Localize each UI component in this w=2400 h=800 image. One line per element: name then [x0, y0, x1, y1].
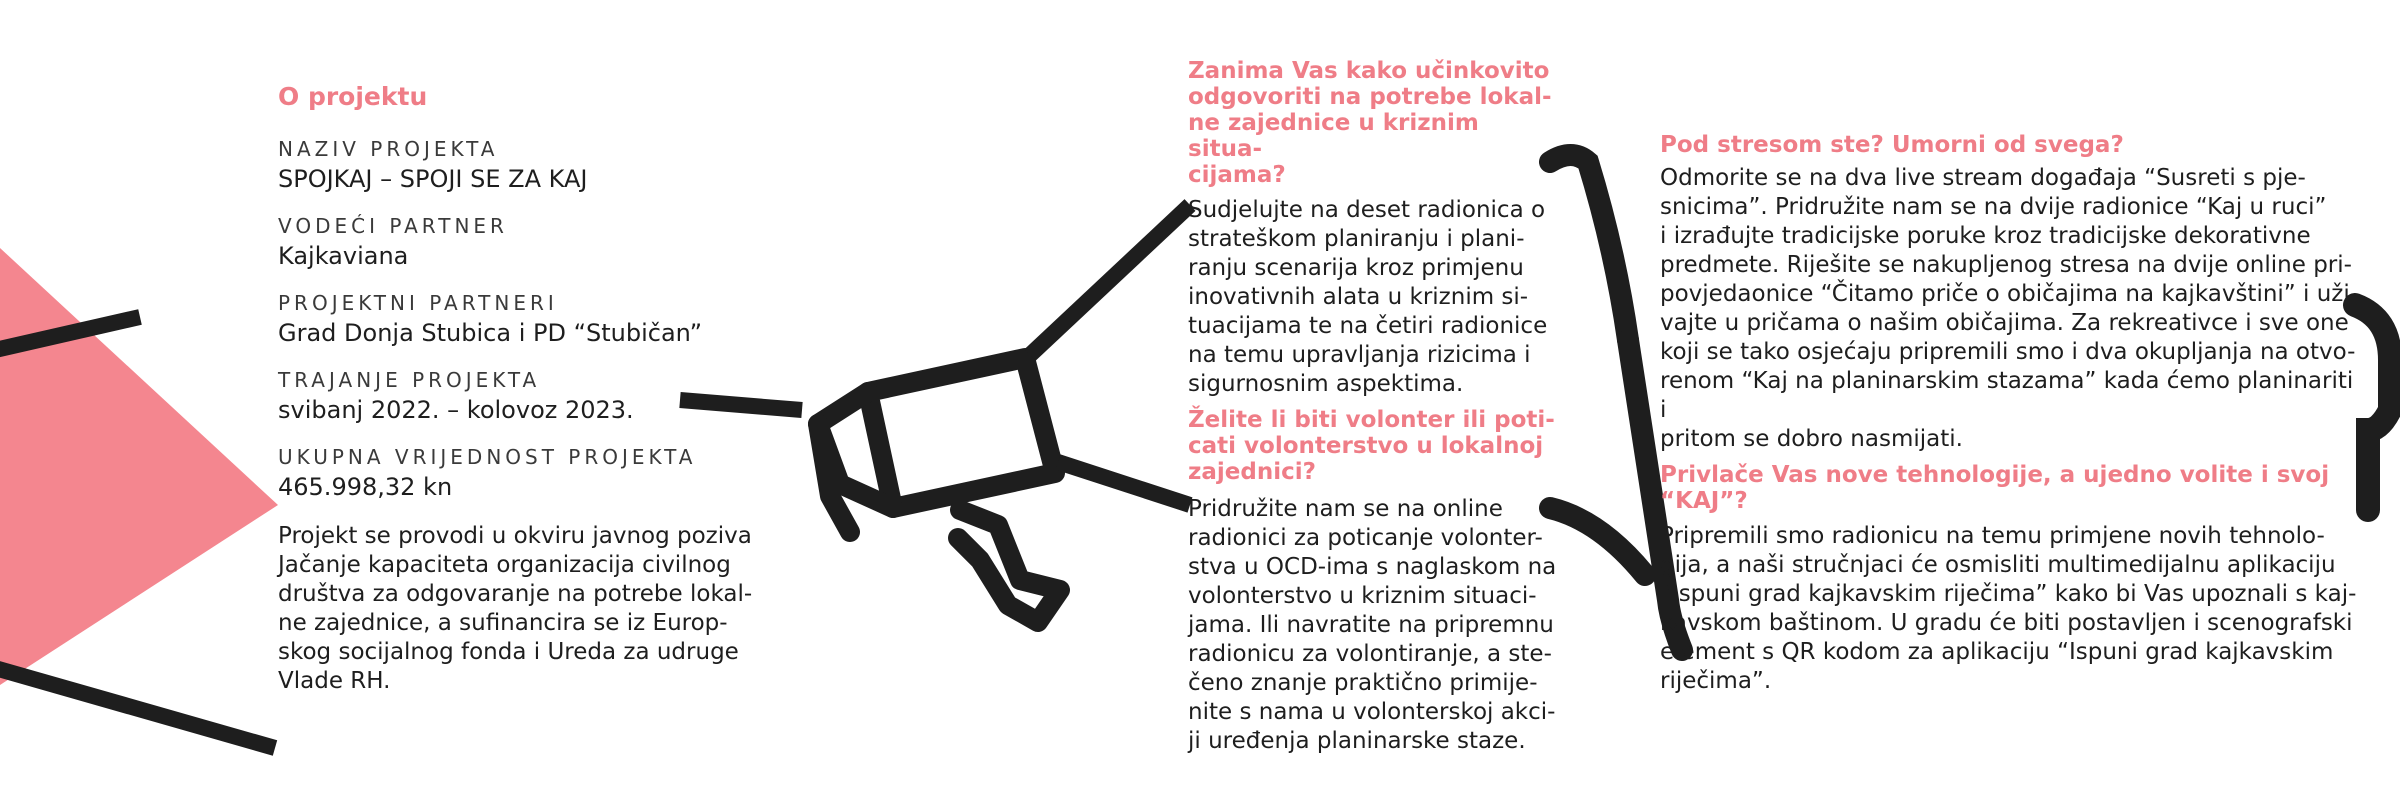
q2-heading — [1188, 407, 1558, 485]
about-description — [278, 522, 778, 696]
body-line: volonterstvo u kriznim situaci- — [1188, 583, 1537, 609]
body-line: Odmorite se na dva live stream događaja “Susreti s pje- — [1660, 165, 2306, 191]
q3-body — [1660, 164, 2360, 454]
body-line: koji se tako osjećaju pripremili smo i dva okupljanja na otvo- — [1660, 339, 2356, 365]
heading-line: cati volonterstvo u lokalnoj — [1188, 433, 1544, 459]
q2-body — [1188, 495, 1558, 756]
body-line: radionicu za volontiranje, a ste- — [1188, 641, 1552, 667]
body-line: nite s nama u volonterskoj akci- — [1188, 699, 1556, 725]
megaphone-icon — [818, 358, 1060, 622]
field-value: svibanj 2022. – kolovoz 2023. — [278, 396, 634, 424]
body-line: pritom se dobro nasmijati. — [1660, 426, 1963, 452]
heading-line: odgovoriti na potrebe lokal- — [1188, 84, 1552, 110]
diagonal-stroke-bottom — [0, 668, 275, 748]
about-title: O projektu — [278, 82, 428, 111]
field-label: TRAJANJE PROJEKTA — [278, 368, 541, 392]
body-line: Pripremili smo radionicu na temu primjene novih tehnolo- — [1660, 523, 2325, 549]
q1-heading — [1188, 58, 1558, 188]
right-section — [1660, 132, 2360, 696]
field-label: NAZIV PROJEKTA — [278, 137, 499, 161]
description-line: ne zajednice, a sufinancira se iz Europ- — [278, 610, 728, 636]
field-label: PROJEKTNI PARTNERI — [278, 291, 558, 315]
body-line: renom “Kaj na planinarskim stazama” kada ćemo planinariti i — [1660, 368, 2354, 423]
body-line: riječima”. — [1660, 668, 1772, 694]
project-field — [278, 214, 778, 270]
q4-heading — [1660, 462, 2360, 514]
description-line: Jačanje kapaciteta organizacija civilnog — [278, 552, 731, 578]
q3-heading — [1660, 132, 2360, 158]
heading-line: “KAJ”? — [1660, 488, 1748, 514]
body-line: vajte u pričama o našim običajima. Za rekreativce i sve one — [1660, 310, 2349, 336]
body-line: jama. Ili navratite na pripremnu — [1188, 612, 1554, 638]
body-line: predmete. Riješite se nakupljenog stresa na dvije online pri- — [1660, 252, 2352, 278]
heading-line: Želite li biti volonter ili poti- — [1188, 407, 1555, 433]
heading-line: cijama? — [1188, 162, 1286, 188]
project-field — [278, 368, 778, 424]
description-line: skog socijalnog fonda i Ureda za udruge — [278, 639, 739, 665]
body-line: ji uređenja planinarske staze. — [1188, 728, 1526, 754]
body-line: gija, a naši stručnjaci će osmisliti multimedijalnu aplikaciju — [1660, 552, 2336, 578]
field-value: Grad Donja Stubica i PD “Stubičan” — [278, 319, 703, 347]
body-line: sigurnosnim aspektima. — [1188, 371, 1464, 397]
heading-line: ne zajednice u kriznim situa- — [1188, 110, 1479, 162]
q4-body — [1660, 522, 2360, 696]
body-line: povjedaonice “Čitamo priče o običajima na kajkavštini” i uži- — [1660, 281, 2359, 307]
body-line: i izrađujte tradicijske poruke kroz tradicijske dekorativne — [1660, 223, 2311, 249]
heading-line: Pod stresom ste? Umorni od svega? — [1660, 132, 2124, 158]
description-line: Vlade RH. — [278, 668, 391, 694]
body-line: čeno znanje praktično primije- — [1188, 670, 1538, 696]
heading-line: Privlače Vas nove tehnologije, a ujedno volite i svoj — [1660, 462, 2330, 488]
field-value: 465.998,32 kn — [278, 473, 453, 501]
body-line: inovativnih alata u kriznim si- — [1188, 284, 1529, 310]
sound-line-upper — [1030, 205, 1190, 355]
about-section — [278, 82, 778, 696]
field-label: UKUPNA VRIJEDNOST PROJEKTA — [278, 445, 697, 469]
body-line: stva u OCD-ima s naglaskom na — [1188, 554, 1557, 580]
field-label: VODEĆI PARTNER — [278, 214, 508, 238]
body-line: kavskom baštinom. U gradu će biti postavljen i scenografski — [1660, 610, 2353, 636]
body-line: Pridružite nam se na online — [1188, 496, 1503, 522]
body-line: “Ispuni grad kajkavskim riječima” kako bi Vas upoznali s kaj- — [1660, 581, 2357, 607]
heading-line: Zanima Vas kako učinkovito — [1188, 58, 1550, 84]
middle-section — [1188, 58, 1558, 756]
heading-line: zajednici? — [1188, 459, 1316, 485]
body-line: element s QR kodom za aplikaciju “Ispuni grad kajkavskim — [1660, 639, 2334, 665]
field-value: SPOJKAJ – SPOJI SE ZA KAJ — [278, 165, 588, 193]
body-line: radionici za poticanje volonter- — [1188, 525, 1543, 551]
project-field — [278, 445, 778, 501]
description-line: Projekt se provodi u okviru javnog poziva — [278, 523, 752, 549]
q1-body — [1188, 196, 1558, 399]
about-fields — [278, 137, 778, 501]
field-value: Kajkaviana — [278, 242, 409, 270]
sound-line-lower — [1058, 462, 1190, 505]
body-line: strateškom planiranju i plani- — [1188, 226, 1525, 252]
description-line: društva za odgovaranje na potrebe lokal- — [278, 581, 753, 607]
arc-right — [2355, 305, 2390, 510]
project-field — [278, 137, 778, 193]
body-line: na temu upravljanja rizicima i — [1188, 342, 1531, 368]
body-line: tuacijama te na četiri radionice — [1188, 313, 1548, 339]
body-line: Sudjelujte na deset radionica o — [1188, 197, 1546, 223]
project-field — [278, 291, 778, 347]
body-line: ranju scenarija kroz primjenu — [1188, 255, 1524, 281]
body-line: snicima”. Pridružite nam se na dvije radionice “Kaj u ruci” — [1660, 194, 2327, 220]
